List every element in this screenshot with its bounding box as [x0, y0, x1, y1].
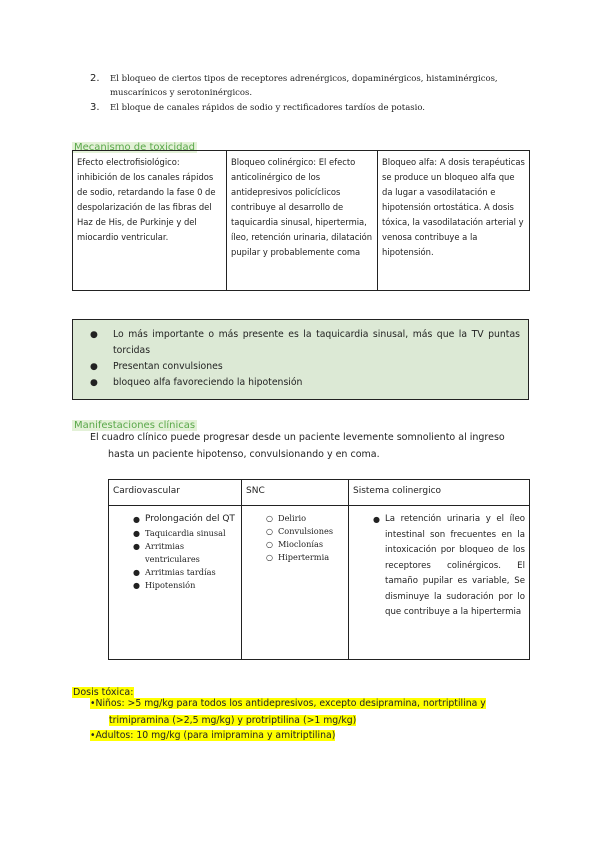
- manifestations-table: [108, 479, 530, 660]
- item-number: 2.: [90, 73, 100, 84]
- mechanism-cell-cholinergic: Bloqueo colinérgico: El efecto anticolinérgico de los antidepresivos policíclicos contribuye al desarrollo de taquicardia sinusal, hipertermia, íleo, retención urinaria, dilatación pupilar y probablemente coma: [227, 151, 378, 291]
- numbered-list: [90, 72, 530, 116]
- item-text: Arritmias ventriculares: [145, 541, 200, 564]
- item-text: Prolongación del QT: [145, 514, 235, 524]
- mechanism-cell-electrophysiologic: Efecto electrofisiológico: inhibición de los canales rápidos de sodio, retardando la fase 0 de despolarización de las fibras del Haz de His, de Purkinje y del miocardio ventricular.: [73, 151, 227, 291]
- numbered-item: [90, 101, 530, 115]
- numbered-item: [90, 72, 530, 100]
- bullet-icon: ●: [133, 542, 140, 551]
- circle-bullet-icon: ○: [266, 553, 273, 562]
- dose-children-text: •Niños: >5 mg/kg para todos los antidepresivos, excepto desipramina, nortriptilina y: [90, 698, 486, 709]
- list-item: [246, 525, 344, 538]
- dose-children-line1: [90, 695, 486, 712]
- item-text: Hipotensión: [145, 580, 196, 590]
- summary-item: [73, 327, 520, 359]
- circle-bullet-icon: ○: [266, 527, 273, 536]
- item-number: 3.: [90, 102, 100, 113]
- dose-children-text-cont: trimipramina (>2,5 mg/kg) y protriptilina (>1 mg/kg): [109, 715, 357, 726]
- summary-text: Presentan convulsiones: [113, 361, 223, 372]
- list-item: [353, 512, 525, 621]
- snc-cell: [242, 506, 349, 660]
- dose-adults: [90, 727, 335, 744]
- manifestations-intro: [90, 429, 520, 463]
- header-cardiovascular: Cardiovascular: [109, 480, 242, 506]
- cholinergic-cell: [349, 506, 530, 660]
- list-item: [246, 551, 344, 564]
- item-text: Mioclonías: [278, 539, 324, 549]
- header-cholinergic: Sistema colinergico: [349, 480, 530, 506]
- section-title: Mecanismo de toxicidad: [74, 142, 195, 153]
- circle-bullet-icon: ○: [266, 514, 273, 523]
- bullet-icon: ●: [133, 529, 140, 538]
- list-item: [113, 512, 237, 527]
- header-snc: SNC: [242, 480, 349, 506]
- summary-text: Lo más importante o más presente es la taquicardia sinusal, más que la TV puntas torcidas: [113, 329, 520, 356]
- list-item: [113, 540, 237, 566]
- list-item: [113, 566, 237, 579]
- dose-adults-text: •Adultos: 10 mg/kg (para imipramina y amitriptilina): [90, 730, 336, 741]
- item-text: Arritmias tardías: [145, 567, 216, 577]
- bullet-icon: ●: [133, 568, 140, 577]
- bullet-icon: ●: [90, 378, 98, 388]
- dose-label: Dosis tóxica:: [73, 687, 134, 698]
- bullet-icon: ●: [90, 362, 98, 372]
- bullet-icon: ●: [90, 330, 98, 340]
- item-text: El bloque de canales rápidos de sodio y rectificadores tardíos de potasio.: [110, 103, 426, 113]
- section-title: Manifestaciones clínicas: [74, 420, 196, 431]
- item-text: Convulsiones: [278, 526, 334, 536]
- mechanism-cell-alpha: Bloqueo alfa: A dosis terapéuticas se produce un bloqueo alfa que da lugar a vasodilatación e hipotensión ortostática. A dosis tóxica, la vasodilatación arterial y venosa contribuye a la hipotensión.: [378, 151, 530, 291]
- item-text: El bloqueo de ciertos tipos de receptores adrenérgicos, dopaminérgicos, histaminérgicos, muscarínicos y serotoninérgicos.: [110, 74, 498, 98]
- bullet-icon: ●: [133, 515, 140, 524]
- summary-text: bloqueo alfa favoreciendo la hipotensión: [113, 377, 303, 388]
- item-text: Delirio: [278, 513, 307, 523]
- item-text: La retención urinaria y el íleo intestinal son frecuentes en la intoxicación por bloqueo de los receptores colinérgicos. El tamaño pupilar es variable, Se disminuye la sudoración por lo que contribuye a la hipertermia: [385, 514, 525, 617]
- summary-box: [72, 319, 529, 400]
- intro-text: El cuadro clínico puede progresar desde un paciente levemente somnoliento al ingreso hasta un paciente hipotenso, convulsionando y en coma.: [90, 432, 505, 460]
- summary-item: [73, 375, 520, 391]
- list-item: [113, 527, 237, 540]
- mechanism-table: [72, 150, 530, 291]
- circle-bullet-icon: ○: [266, 540, 273, 549]
- list-item: [246, 512, 344, 525]
- bullet-icon: ●: [373, 515, 380, 524]
- item-text: Taquicardia sinusal: [145, 528, 226, 538]
- list-item: [113, 579, 237, 592]
- summary-item: [73, 359, 520, 375]
- cardiovascular-cell: [109, 506, 242, 660]
- bullet-icon: ●: [133, 581, 140, 590]
- item-text: Hipertermia: [278, 552, 330, 562]
- list-item: [246, 538, 344, 551]
